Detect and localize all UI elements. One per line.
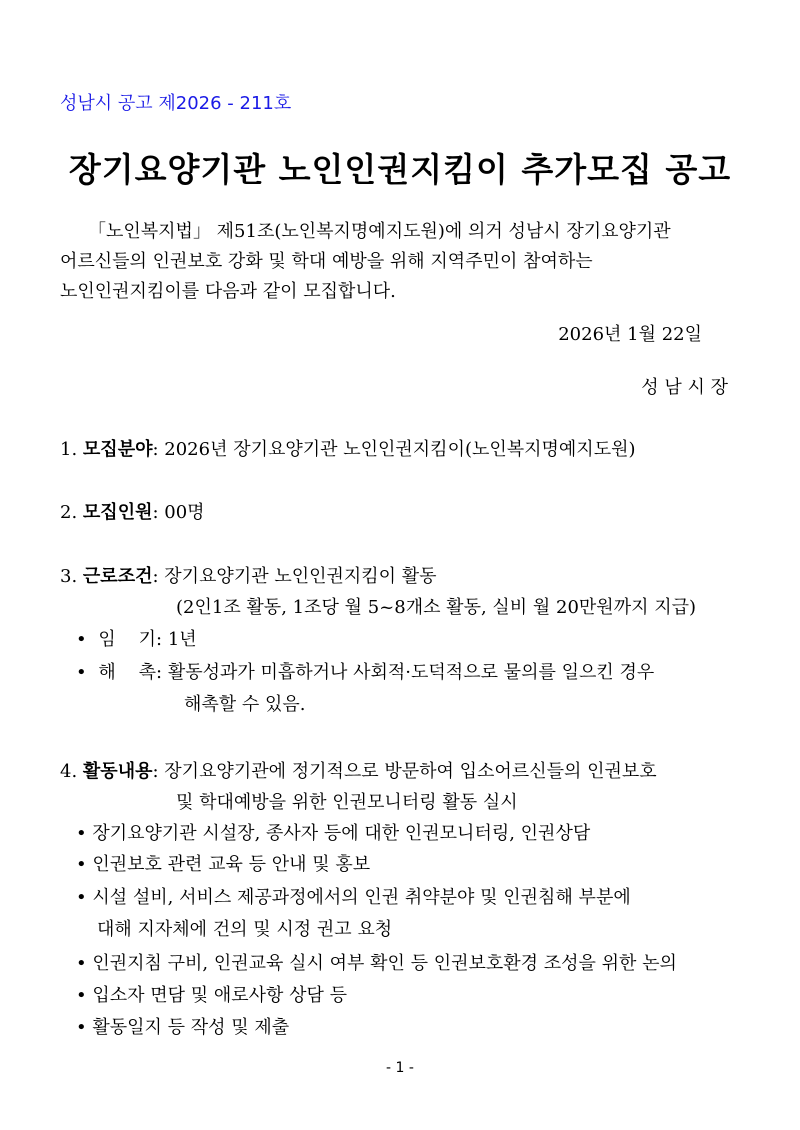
- item-text: 입소자 면담 및 애로사항 상담 등: [92, 985, 348, 1006]
- section-number: 2.: [60, 502, 78, 523]
- list-item: [76, 886, 631, 910]
- issuer: 성 남 시 장: [641, 377, 728, 398]
- notice-date: 2026년 1월 22일: [558, 324, 702, 345]
- bullet-icon: •: [76, 1017, 87, 1038]
- item-label: 해 촉: [98, 662, 157, 683]
- item-text: 장기요양기관 시설장, 종사자 등에 대한 인권모니터링, 인권상담: [92, 823, 591, 844]
- section-label: 근로조건: [82, 566, 153, 587]
- section-recruit-field: [60, 438, 636, 462]
- section-recruit-count: [60, 501, 205, 525]
- item-text: 인권지침 구비, 인권교육 실시 여부 확인 등 인권보호환경 조성을 위한 논의: [92, 953, 677, 974]
- section-text: : 2026년 장기요양기관 노인인권지킴이(노인복지명예지도원): [152, 439, 636, 460]
- bullet-icon: •: [76, 823, 87, 844]
- bullet-icon: •: [76, 662, 87, 683]
- bullet-icon: •: [76, 629, 87, 650]
- section-work-conditions: [60, 565, 437, 589]
- list-item: [76, 853, 370, 877]
- bullet-icon: •: [76, 854, 87, 875]
- section-activities: [60, 760, 657, 784]
- list-item: [76, 628, 197, 652]
- section-label: 활동내용: [82, 761, 153, 782]
- page-number: - 1 -: [386, 1060, 414, 1076]
- item-label: 임 기: [98, 629, 157, 650]
- item-continuation: 대해 지자체에 건의 및 시정 권고 요청: [97, 919, 393, 940]
- list-item: [76, 822, 590, 846]
- section-label: 모집인원: [82, 502, 153, 523]
- list-item: [76, 1016, 289, 1040]
- section-text: : 장기요양기관에 정기적으로 방문하여 입소어르신들의 인권보호: [152, 761, 657, 782]
- section-continuation: (2인1조 활동, 1조당 월 5~8개소 활동, 실비 월 20만원까지 지급): [176, 597, 696, 618]
- section-number: 4.: [60, 761, 78, 782]
- bullet-icon: •: [76, 953, 87, 974]
- item-text: 시설 설비, 서비스 제공과정에서의 인권 취약분야 및 인권침해 부분에: [92, 887, 631, 908]
- item-continuation: 해촉할 수 있음.: [184, 694, 306, 715]
- list-item: [76, 952, 677, 976]
- intro-line: 노인인권지킴이를 다음과 같이 모집합니다.: [60, 281, 396, 302]
- bullet-icon: •: [76, 887, 87, 908]
- bullet-icon: •: [76, 985, 87, 1006]
- page-title: 장기요양기관 노인인권지킴이 추가모집 공고: [68, 150, 732, 189]
- intro-line: 「노인복지법」 제51조(노인복지명예지도원)에 의거 성남시 장기요양기관: [88, 221, 671, 242]
- item-text: : 활동성과가 미흡하거나 사회적·도덕적으로 물의를 일으킨 경우: [156, 662, 655, 683]
- list-item: [76, 984, 347, 1008]
- section-text: : 장기요양기관 노인인권지킴이 활동: [152, 566, 437, 587]
- item-text: : 1년: [156, 629, 197, 650]
- intro-line: 어르신들의 인권보호 강화 및 학대 예방을 위해 지역주민이 참여하는: [60, 251, 593, 272]
- section-continuation: 및 학대예방을 위한 인권모니터링 활동 실시: [176, 792, 518, 813]
- section-text: : 00명: [152, 502, 205, 523]
- notice-number: 성남시 공고 제2026 - 211호: [60, 93, 292, 114]
- list-item: [76, 661, 654, 685]
- item-text: 활동일지 등 작성 및 제출: [92, 1017, 290, 1038]
- section-label: 모집분야: [82, 439, 153, 460]
- section-number: 3.: [60, 566, 78, 587]
- section-number: 1.: [60, 439, 78, 460]
- item-text: 인권보호 관련 교육 등 안내 및 홍보: [92, 854, 371, 875]
